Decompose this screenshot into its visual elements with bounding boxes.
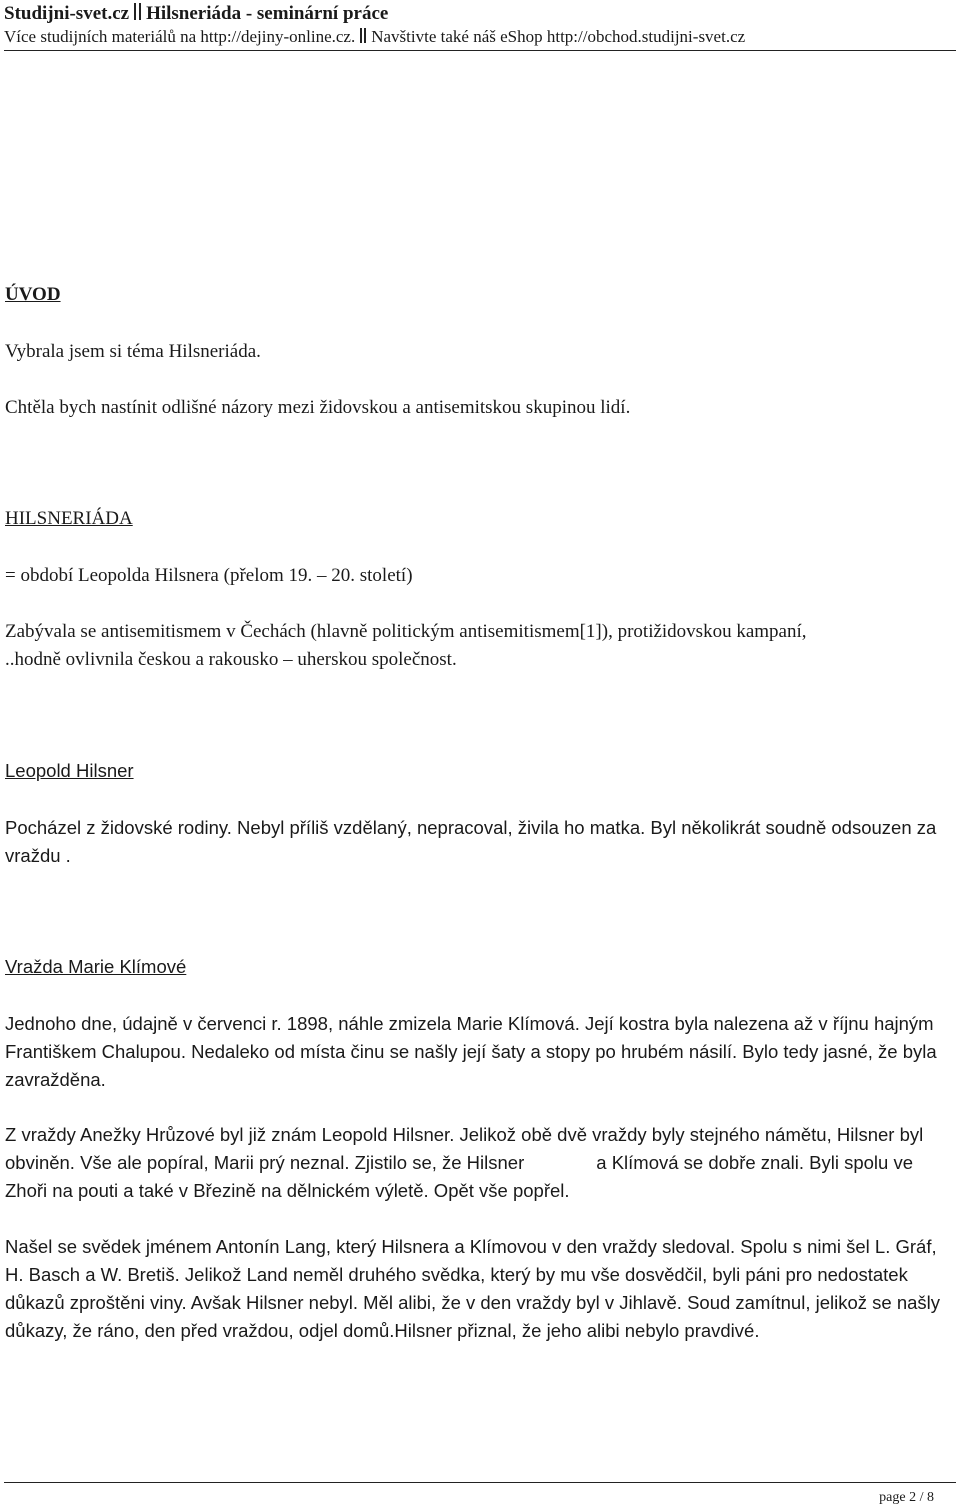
document-title: Hilsneriáda - seminární práce [146, 3, 389, 24]
separator [134, 3, 141, 20]
hilsneriada-paragraph-1: = období Leopolda Hilsnera (přelom 19. – 20. století) [5, 565, 413, 586]
intro-paragraph-2: Chtěla bych nastínit odlišné názory mezi židovskou a antisemitskou skupinou lidí. [5, 397, 631, 418]
header-title-line [4, 2, 954, 26]
page-header [4, 2, 954, 48]
murder-paragraph-1: Jednoho dne, údajně v červenci r. 1898, náhle zmizela Marie Klímová. Její kostra byla nalezena až v říjnu hajným Františkem Chalupou. Nedaleko od místa činu se našly její šaty a stopy po hrubém násilí. Bylo tedy jasné, že byla zavražděna. [5, 1013, 937, 1090]
hilsneriada-paragraph-2: Zabývala se antisemitismem v Čechách (hlavně politickým antisemitismem[1]), protižidovskou kampaní, [5, 621, 807, 642]
header-links-line [4, 26, 954, 48]
page-number: page 2 / 8 [879, 1490, 934, 1505]
intro-heading: ÚVOD [5, 284, 61, 305]
eshop-link[interactable]: Navštivte také náš eShop http://obchod.studijni-svet.cz [371, 27, 746, 46]
hilsneriada-heading: HILSNERIÁDA [5, 508, 133, 529]
hilsner-paragraph: Pocházel z židovské rodiny. Nebyl příliš vzdělaný, nepracoval, živila ho matka. Byl několikrát soudně odsouzen za vraždu . [5, 817, 937, 866]
murder-paragraph-3: Našel se svědek jménem Antonín Lang, který Hilsnera a Klímovou v den vraždy sledoval. Spolu s nimi šel L. Gráf, H. Basch a W. Bretiš. Jelikož Land neměl druhého svědka, který by mu vše dosvědčil, byli páni pro nedostatek důkazů zproštěni viny. Avšak Hilsner nebyl. Měl alibi, že v den vraždy byl v Jihlavě. Soud zamítnul, jelikož se našly důkazy, že ráno, den před vraždou, odjel domů.Hilsner přiznal, že jeho alibi nebylo pravdivé. [5, 1236, 941, 1341]
murder-heading: Vražda Marie Klímové [5, 956, 187, 977]
header-rule [4, 50, 956, 51]
murder-paragraph-2: Z vraždy Anežky Hrůzové byl již znám Leopold Hilsner. Jelikož obě dvě vraždy byly stejného námětu, Hilsner byl obviněn. Vše ale popíral, Marii prý neznal. Zjistilo se, že Hilsner a Klímová se dobře znali. Byli spolu ve Zhoři na pouti a také v Březině na dělnickém výletě. Opět vše popřel. [5, 1124, 924, 1201]
site-name: Studijni-svet.cz [4, 3, 130, 24]
hilsneriada-paragraph-3: ..hodně ovlivnila českou a rakousko – uherskou společnost. [5, 649, 457, 670]
intro-paragraph-1: Vybrala jsem si téma Hilsneriáda. [5, 341, 261, 362]
footer-rule [4, 1482, 956, 1483]
hilsner-heading: Leopold Hilsner [5, 760, 134, 781]
separator [360, 28, 366, 43]
more-materials-link[interactable]: Více studijních materiálů na http://dejiny-online.cz. [4, 27, 356, 46]
